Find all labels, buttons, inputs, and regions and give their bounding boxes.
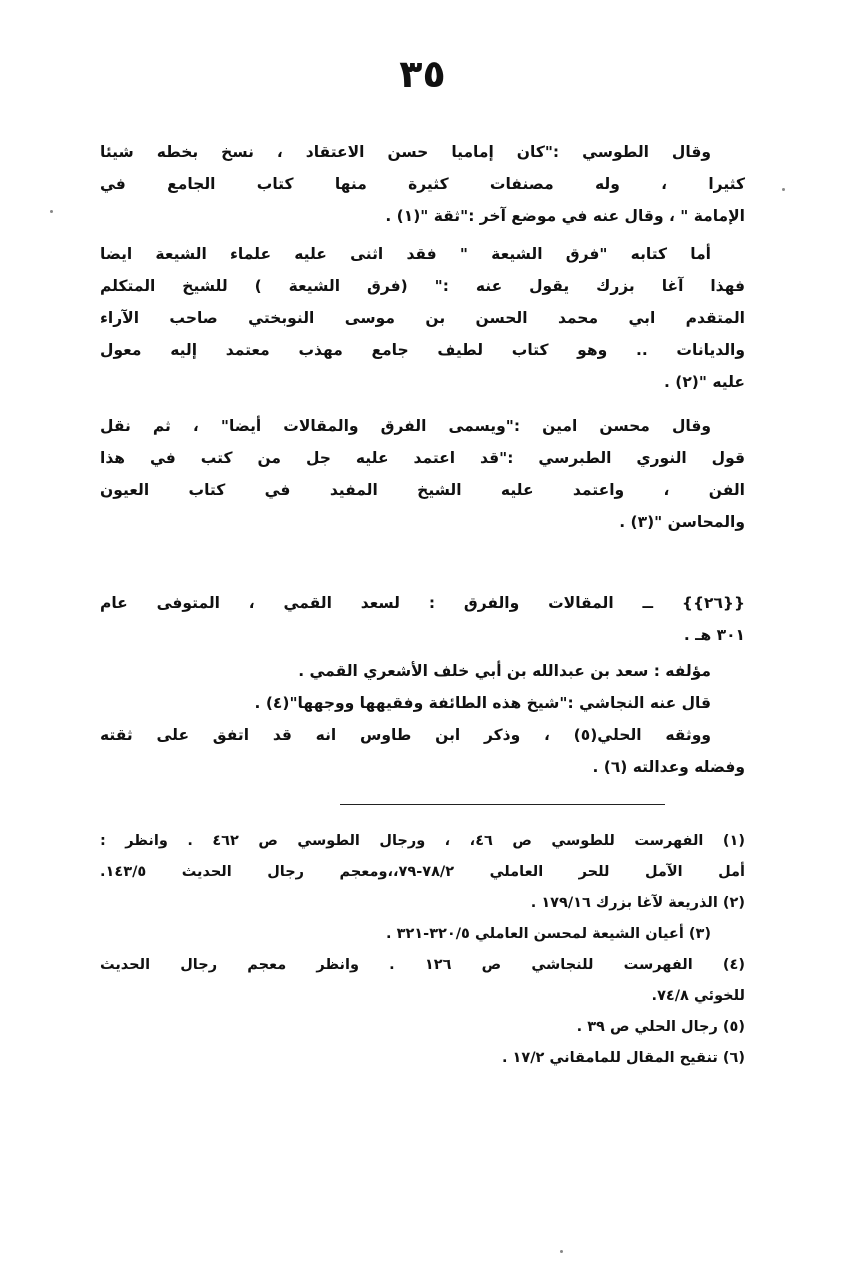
text-line: قال عنه النجاشي :"شيخ هذه الطائفة وفقيهها ووجهها"(٤) .: [254, 694, 711, 712]
footnote-line: (٣) أعيان الشيعة لمحسن العاملي ٣٢٠/٥-٣٢١ .: [386, 926, 711, 942]
paragraph-tusi-quote: [100, 136, 745, 232]
footnote-line: (١) الفهرست للطوسي ص ٤٦، ، ورجال الطوسي ص ٤٦٢ . وانظر :: [100, 833, 745, 849]
text-line: قول النوري الطبرسي :"قد اعتمد عليه جل من كتب في هذا: [100, 449, 745, 467]
scan-speck: [50, 210, 53, 213]
footnote-separator: [340, 804, 665, 805]
footnote-line: (٤) الفهرست للنجاشي ص ١٢٦ . وانظر معجم رجال الحديث: [100, 957, 745, 973]
text-line: فهذا آغا بزرك يقول عنه :" (فرق الشيعة ) للشيخ المتكلم: [100, 277, 745, 295]
text-line: الإمامة " ، وقال عنه في موضع آخر :"ثقة "(١) .: [385, 207, 745, 225]
text-line: {{٢٦}} ــ المقالات والفرق : لسعد القمي ، المتوفى عام: [100, 594, 745, 612]
footnote-line: للخوئي ٧٤/٨.: [651, 988, 745, 1004]
entry-heading: [100, 587, 745, 651]
text-line: وقال الطوسي :"كان إماميا حسن الاعتقاد ، نسخ بخطه شيئا: [100, 143, 711, 161]
scan-speck: [560, 1250, 563, 1253]
text-line: الفن ، واعتمد عليه الشيخ المفيد في كتاب العيون: [100, 481, 745, 499]
text-line: المتقدم ابي محمد الحسن بن موسى النوبختي صاحب الآراء: [100, 309, 745, 327]
footnote-line: (٦) تنقيح المقال للمامقاني ١٧/٢ .: [501, 1050, 745, 1066]
page-number: ٣٥: [399, 52, 446, 96]
text-line: عليه "(٢) .: [663, 373, 745, 391]
text-line: وفضله وعدالته (٦) .: [592, 758, 745, 776]
paragraph-firaq-al-shia: [100, 238, 745, 398]
text-line: كثيرا ، وله مصنفات كثيرة منها كتاب الجامع في: [100, 175, 745, 193]
text-line: أما كتابه "فرق الشيعة " فقد اثنى عليه علماء الشيعة ايضا: [100, 245, 711, 263]
text-line: والديانات .. وهو كتاب لطيف جامع مهذب معتمد إليه معول: [100, 341, 745, 359]
footnotes: [100, 826, 745, 1074]
scan-speck: [782, 188, 785, 191]
paragraph-muhsin-amin: [100, 410, 745, 538]
text-line: والمحاسن "(٣) .: [619, 513, 745, 531]
footnote-line: (٥) رجال الحلي ص ٣٩ .: [576, 1019, 745, 1035]
footnote-line: (٢) الذريعة لآغا بزرك ١٧٩/١٦ .: [530, 895, 745, 911]
text-line: ٣٠١ هـ .: [683, 626, 745, 644]
footnote-line: أمل الآمل للحر العاملي ٧٨/٢-٧٩،،ومعجم رجال الحديث ١٤٣/٥.: [100, 864, 745, 880]
text-line: مؤلفه : سعد بن عبدالله بن أبي خلف الأشعري القمي .: [298, 662, 711, 680]
text-line: ووثقه الحلي(٥) ، وذكر ابن طاوس انه قد اتفق على ثقته: [100, 726, 711, 744]
text-line: وقال محسن امين :"ويسمى الفرق والمقالات أيضا" ، ثم نقل: [100, 417, 711, 435]
paragraph-author: [100, 655, 745, 783]
